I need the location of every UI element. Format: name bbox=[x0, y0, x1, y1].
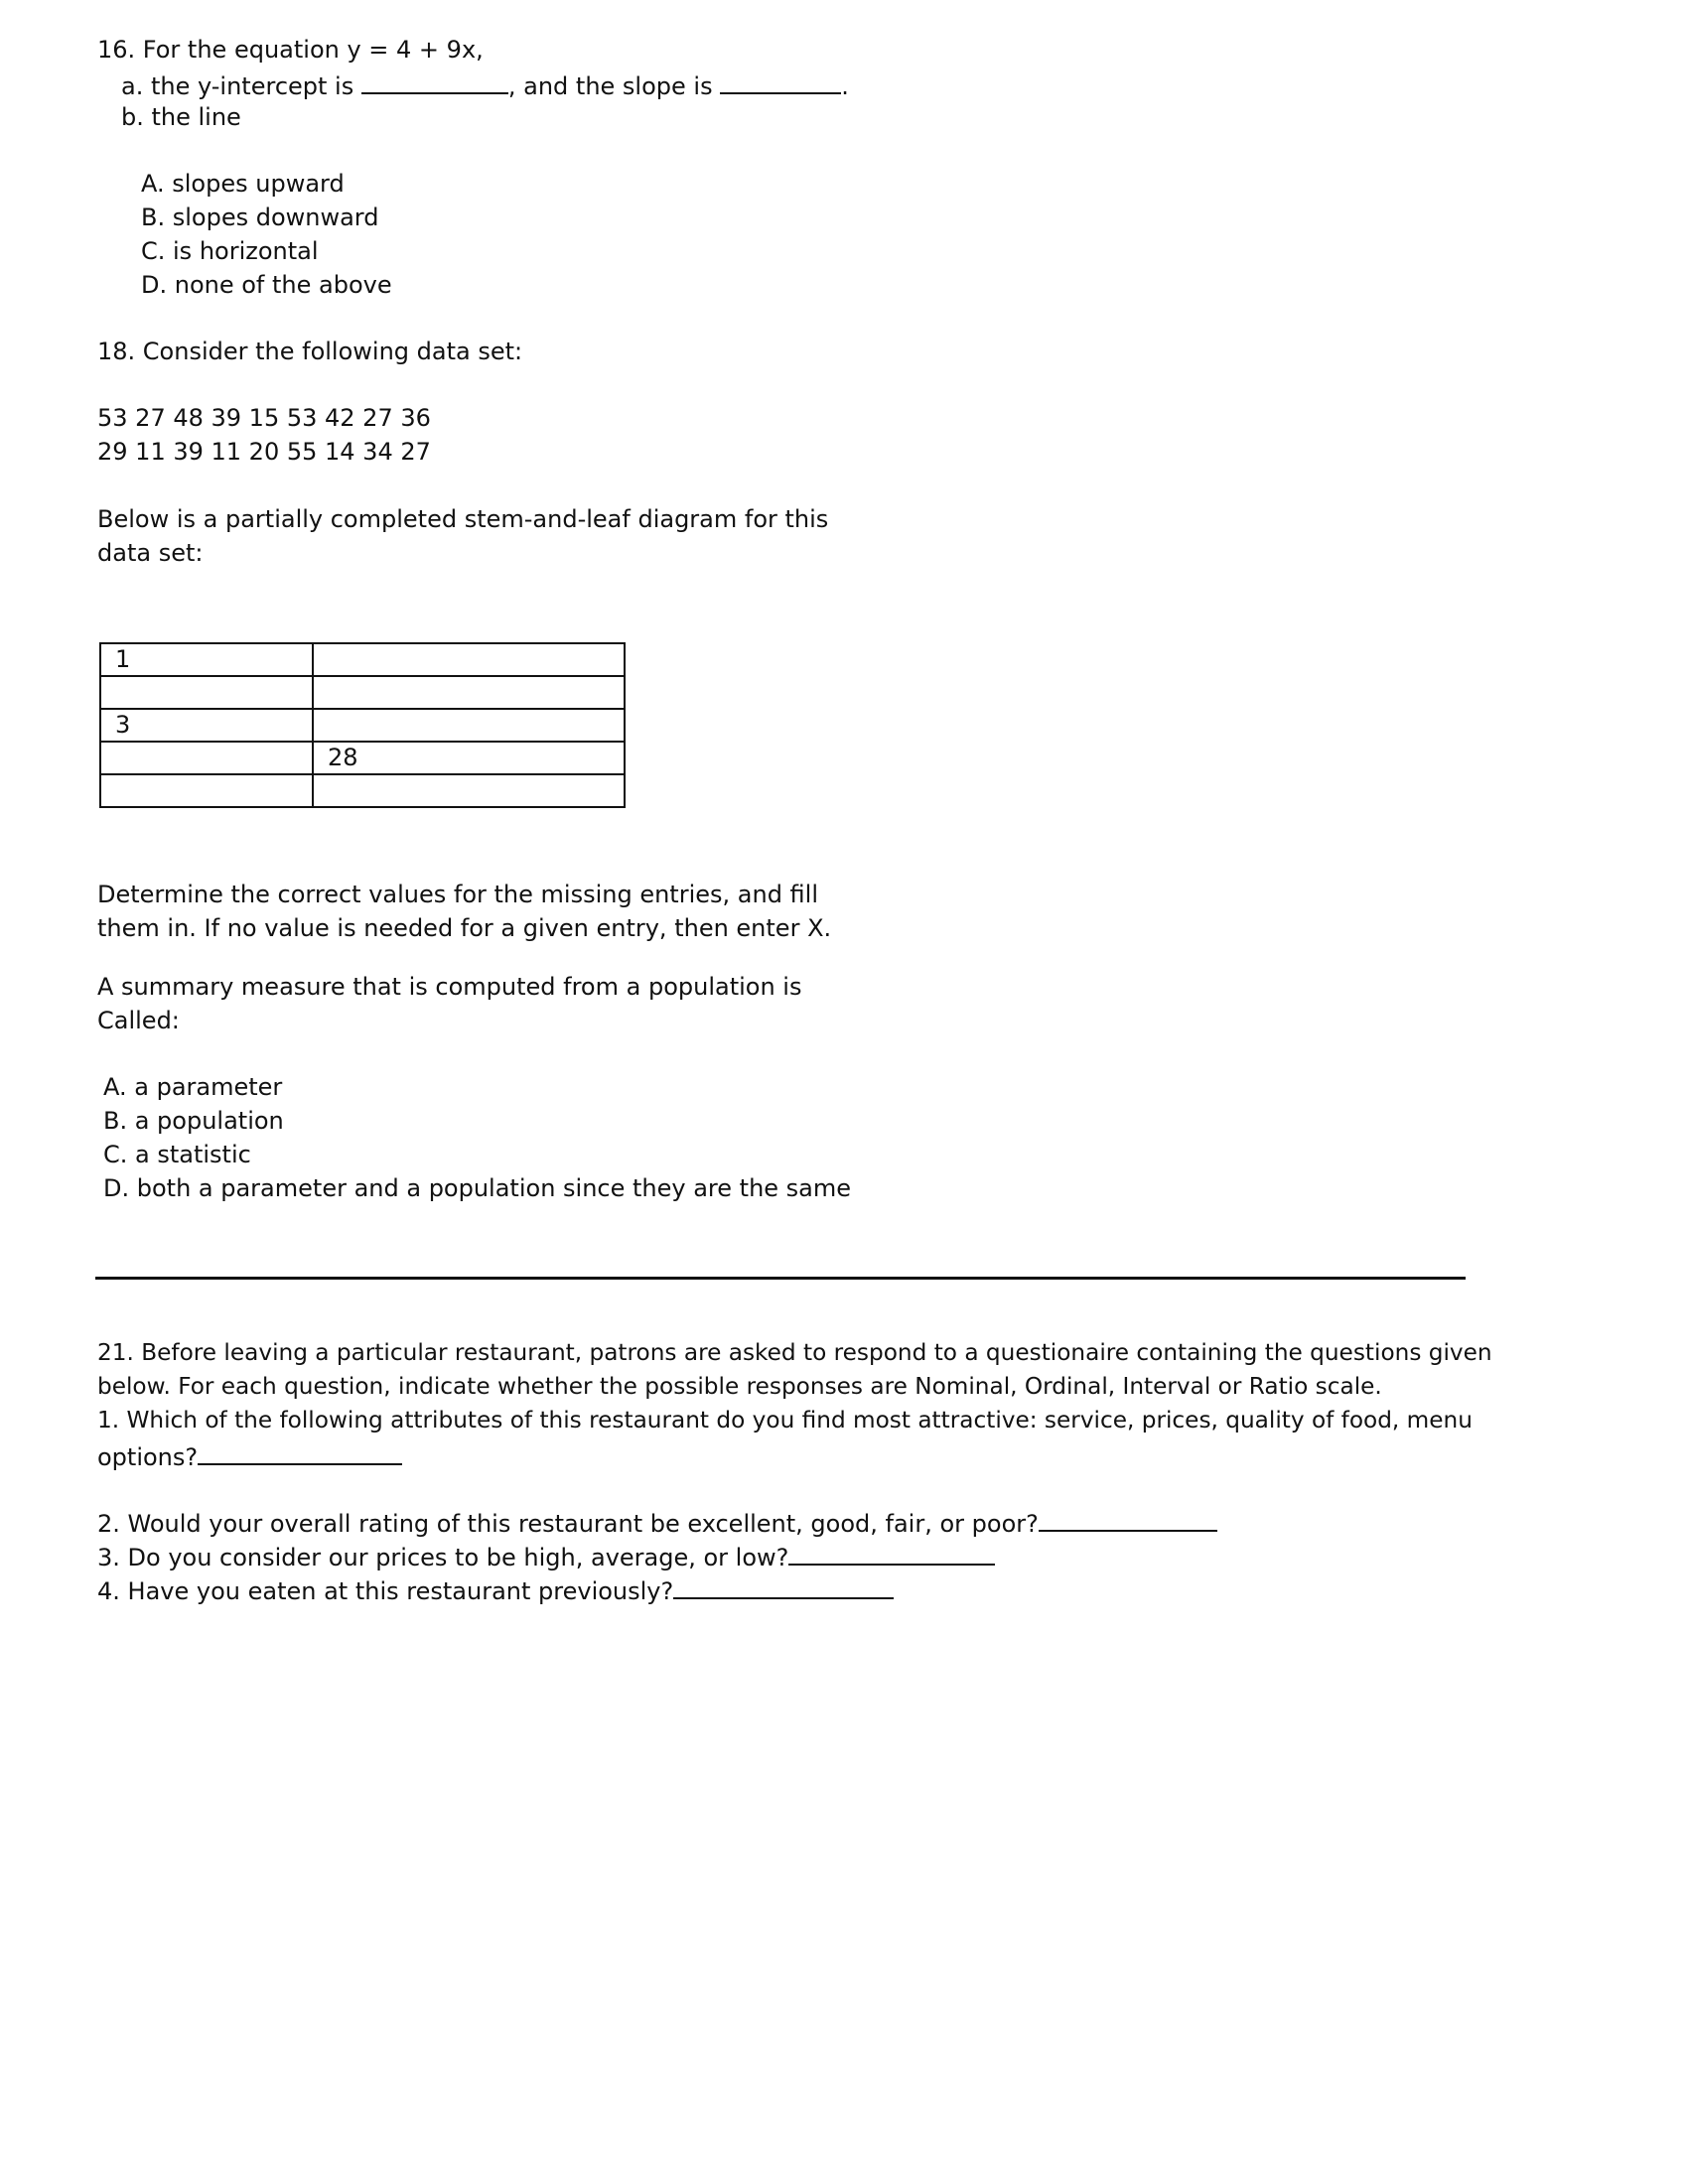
q21-item-2-text: 2. Would your overall rating of this restaurant be excellent, good, fair, or poor? bbox=[97, 1510, 1039, 1538]
q21-item-4 bbox=[97, 1571, 894, 1608]
stem-and-leaf-table bbox=[99, 642, 626, 808]
summary-option-b[interactable]: B. a population bbox=[103, 1107, 284, 1135]
leaf-cell[interactable]: 28 bbox=[313, 742, 625, 774]
summary-question-1: A summary measure that is computed from a population is bbox=[97, 973, 802, 1001]
q16-part-a bbox=[121, 67, 849, 103]
q18-instructions-2: them in. If no value is needed for a given entry, then enter X. bbox=[97, 914, 832, 942]
q21-item-4-text: 4. Have you eaten at this restaurant previously? bbox=[97, 1577, 674, 1605]
stem-cell[interactable]: 1 bbox=[100, 643, 313, 676]
q18-diagram-intro-2: data set: bbox=[97, 539, 204, 567]
leaf-cell[interactable] bbox=[313, 643, 625, 676]
q21-intro-1: 21. Before leaving a particular restaurant, patrons are asked to respond to a questionaire containing the questions given bbox=[97, 1339, 1492, 1366]
stem-cell[interactable]: 3 bbox=[100, 709, 313, 742]
slope-blank[interactable] bbox=[720, 67, 841, 94]
q16-part-b: b. the line bbox=[121, 103, 241, 131]
q16-option-b[interactable]: B. slopes downward bbox=[141, 204, 379, 231]
q18-instructions-1: Determine the correct values for the missing entries, and fill bbox=[97, 881, 819, 908]
q16-part-a-middle: , and the slope is bbox=[507, 72, 713, 100]
summary-option-c[interactable]: C. a statistic bbox=[103, 1141, 251, 1168]
q21-item-4-answer-blank[interactable] bbox=[673, 1571, 894, 1599]
q18-data-row-2: 29 11 39 11 20 55 14 34 27 bbox=[97, 438, 431, 466]
q21-item-1-line-2 bbox=[97, 1437, 402, 1474]
stem-cell[interactable] bbox=[100, 774, 313, 807]
q16-option-c[interactable]: C. is horizontal bbox=[141, 237, 319, 265]
q21-item-1-line-1: 1. Which of the following attributes of this restaurant do you find most attractive: service, prices, quality of food, menu bbox=[97, 1407, 1473, 1433]
q21-item-2-answer-blank[interactable] bbox=[1039, 1504, 1217, 1532]
table-row bbox=[100, 643, 625, 676]
table-row bbox=[100, 676, 625, 709]
table-row bbox=[100, 709, 625, 742]
q18-data-row-1: 53 27 48 39 15 53 42 27 36 bbox=[97, 404, 431, 432]
q16-option-a[interactable]: A. slopes upward bbox=[141, 170, 345, 198]
q21-item-1-text: options? bbox=[97, 1443, 199, 1471]
q18-diagram-intro-1: Below is a partially completed stem-and-leaf diagram for this bbox=[97, 505, 829, 533]
q21-item-2 bbox=[97, 1504, 1217, 1541]
leaf-cell[interactable] bbox=[313, 676, 625, 709]
q21-item-1-answer-blank[interactable] bbox=[198, 1437, 402, 1465]
q18-intro: 18. Consider the following data set: bbox=[97, 338, 523, 365]
stem-cell[interactable] bbox=[100, 676, 313, 709]
leaf-cell[interactable] bbox=[313, 774, 625, 807]
q21-item-3 bbox=[97, 1538, 995, 1574]
y-intercept-blank[interactable] bbox=[361, 67, 508, 94]
q16-option-d[interactable]: D. none of the above bbox=[141, 271, 392, 299]
table-row bbox=[100, 774, 625, 807]
section-divider bbox=[95, 1277, 1466, 1280]
q21-item-3-text: 3. Do you consider our prices to be high, average, or low? bbox=[97, 1544, 789, 1571]
table-row bbox=[100, 742, 625, 774]
q21-item-3-answer-blank[interactable] bbox=[788, 1538, 995, 1566]
leaf-cell[interactable] bbox=[313, 709, 625, 742]
summary-option-a[interactable]: A. a parameter bbox=[103, 1073, 283, 1101]
stem-cell[interactable] bbox=[100, 742, 313, 774]
q16-part-a-end: . bbox=[841, 72, 849, 100]
summary-question-2: Called: bbox=[97, 1007, 180, 1034]
q21-intro-2: below. For each question, indicate whether the possible responses are Nominal, Ordinal, Interval or Ratio scale. bbox=[97, 1373, 1382, 1400]
q16-intro: 16. For the equation y = 4 + 9x, bbox=[97, 36, 484, 64]
q16-part-a-label: a. the y-intercept is bbox=[121, 72, 354, 100]
summary-option-d[interactable]: D. both a parameter and a population since they are the same bbox=[103, 1174, 852, 1202]
